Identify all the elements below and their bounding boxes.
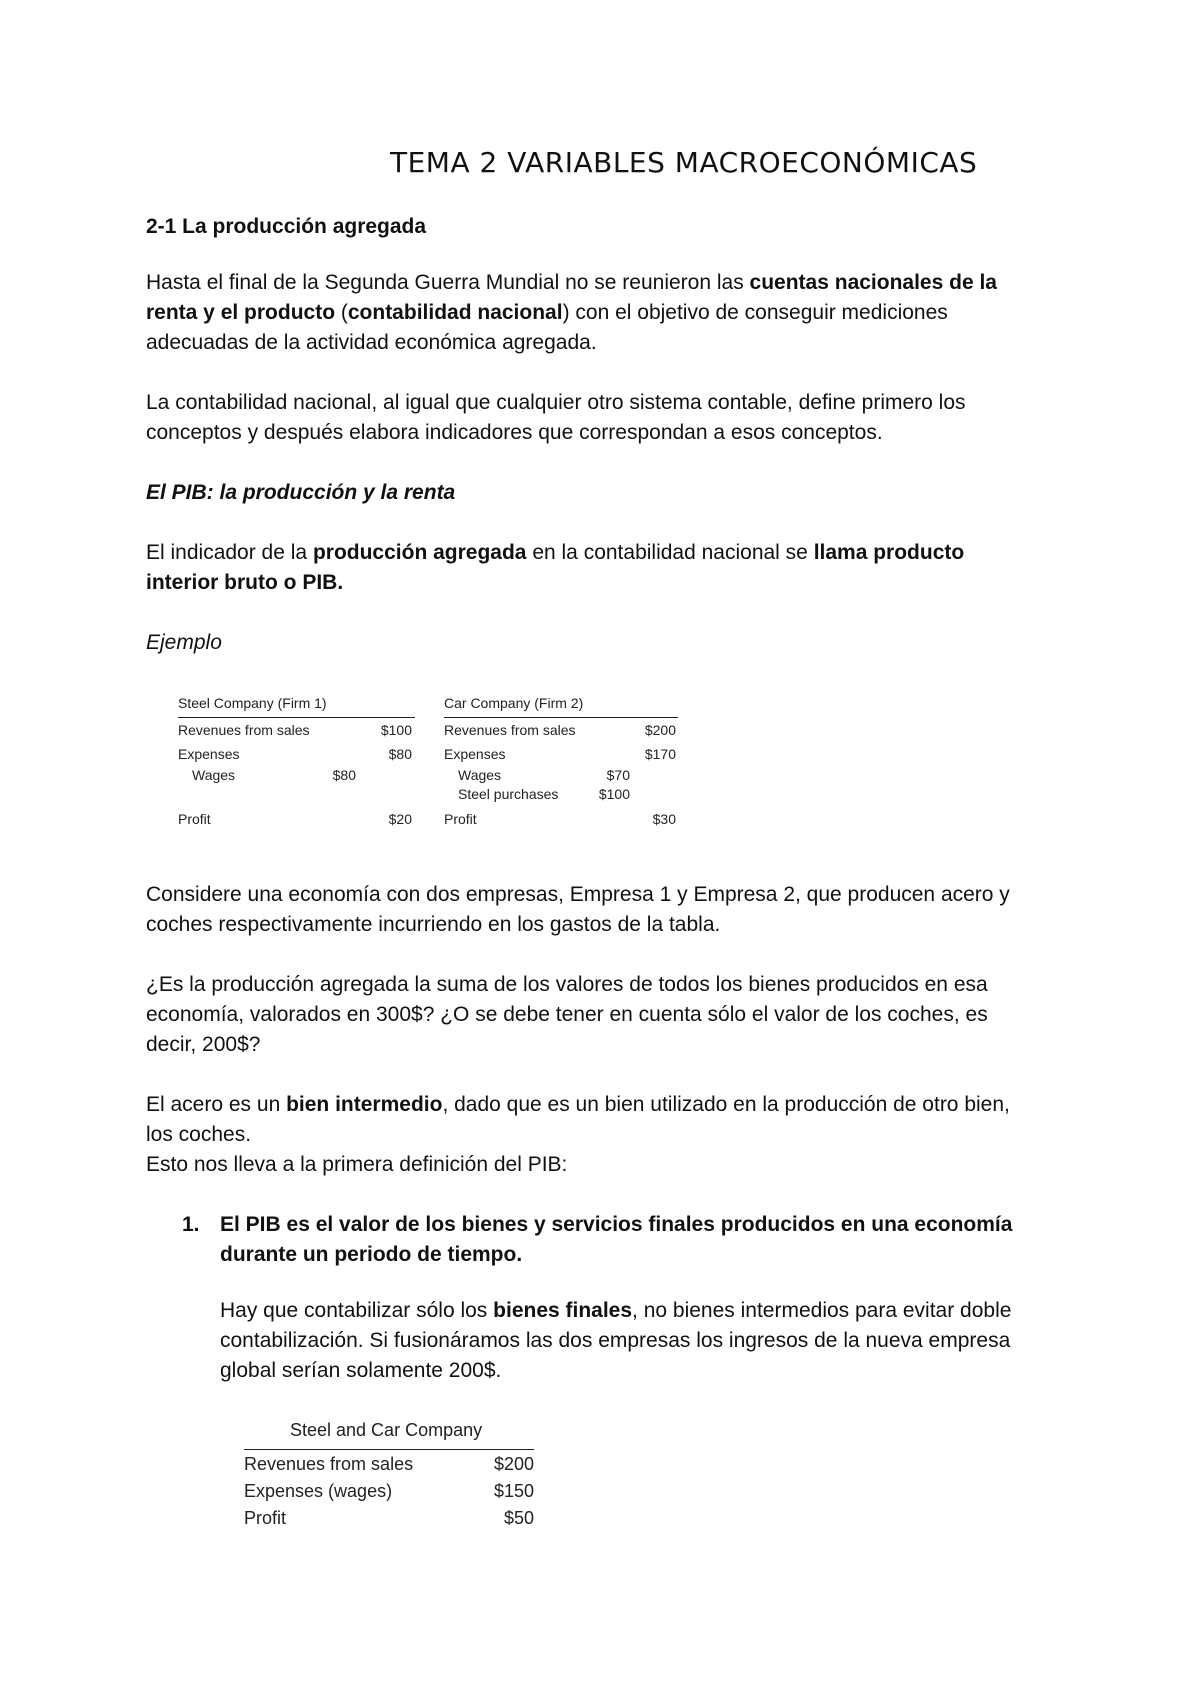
firm2-wages-value: $70 [606, 767, 630, 783]
bold-term: cuentas nacionales de la [749, 271, 997, 294]
paragraph-7-line-1 [220, 1296, 1011, 1326]
paragraph-1-line-1 [146, 268, 997, 298]
bold-term: producción agregada [312, 541, 527, 564]
definition-line-2: durante un periodo de tiempo. [220, 1243, 523, 1266]
firm1-expenses-label: Expenses [178, 746, 240, 762]
merged-revenues-value: $200 [493, 1454, 534, 1474]
text-run: El acero es un [146, 1093, 287, 1116]
list-number: 1. [182, 1213, 200, 1236]
section-heading: 2-1 La producción agregada [146, 215, 427, 238]
firm2-expenses-value: $170 [644, 746, 676, 762]
text-run: El indicador de la [146, 541, 313, 564]
firm2-expenses-label: Expenses [444, 746, 506, 762]
firm2-steel-value: $100 [598, 786, 630, 802]
firm2-revenues-value: $200 [644, 722, 676, 738]
paragraph-1-line-3: adecuadas de la actividad económica agregada. [146, 331, 597, 354]
firm1-expenses-value: $80 [388, 746, 412, 762]
firm2-steel-label: Steel purchases [458, 786, 559, 802]
paragraph-5-line-3: decir, 200$? [146, 1033, 261, 1056]
firm1-revenues-label: Revenues from sales [178, 722, 310, 738]
paragraph-6-line-1 [146, 1090, 1010, 1120]
paragraph-7-line-2: contabilización. Si fusionáramos las dos empresas los ingresos de la nueva empresa [220, 1329, 1011, 1352]
paragraph-2-line-2: conceptos y después elabora indicadores que correspondan a esos conceptos. [146, 421, 883, 444]
merged-expenses-label: Expenses (wages) [244, 1481, 393, 1501]
firm1-wages-value: $80 [332, 767, 356, 783]
subheading: El PIB: la producción y la renta [146, 481, 456, 504]
firm1-profit-label: Profit [178, 811, 211, 827]
text-run: Hay que contabilizar sólo los [220, 1299, 494, 1322]
paragraph-3-line-2: interior bruto o PIB. [146, 571, 344, 594]
merged-profit-label: Profit [244, 1508, 287, 1528]
paragraph-7-line-3: global serían solamente 200$. [220, 1359, 502, 1382]
paragraph-5-line-1: ¿Es la producción agregada la suma de los valores de todos los bienes producidos en esa [146, 973, 988, 996]
bold-term: bien intermedio [286, 1093, 443, 1116]
text-run: en la contabilidad nacional se [526, 541, 814, 564]
paragraph-4-line-1: Considere una economía con dos empresas, Empresa 1 y Empresa 2, que producen acero y [146, 883, 1010, 906]
firm2-revenues-label: Revenues from sales [444, 722, 576, 738]
firm2-header: Car Company (Firm 2) [444, 695, 584, 711]
paragraph-4-line-2: coches respectivamente incurriendo en los gastos de la tabla. [146, 913, 721, 936]
firm1-wages-label: Wages [192, 767, 236, 783]
bold-term: contabilidad nacional [347, 301, 563, 324]
merged-table-rule [244, 1449, 534, 1450]
text-run: Hasta el final de la Segunda Guerra Mundial no se reunieron las [146, 271, 750, 294]
paragraph-6-line-2: los coches. [146, 1123, 252, 1146]
merged-profit-value: $50 [503, 1508, 534, 1528]
firm2-profit-label: Profit [444, 811, 477, 827]
text-run: , no bienes intermedios para evitar doble [632, 1299, 1012, 1322]
paragraph-5-line-2: economía, valorados en 300$? ¿O se debe tener en cuenta sólo el valor de los coches, es [146, 1003, 988, 1026]
paragraph-6-line-3: Esto nos lleva a la primera definición del PIB: [146, 1153, 568, 1176]
merged-revenues-label: Revenues from sales [244, 1454, 414, 1474]
text-run: ( [335, 301, 348, 324]
paragraph-3-line-1 [146, 538, 964, 568]
example-label: Ejemplo [146, 631, 222, 654]
firm2-wages-label: Wages [458, 767, 502, 783]
firm2-profit-value: $30 [652, 811, 676, 827]
definition-line-1: El PIB es el valor de los bienes y servicios finales producidos en una economía [220, 1213, 1013, 1236]
paragraph-2-line-1: La contabilidad nacional, al igual que cualquier otro sistema contable, define primero los [146, 391, 966, 414]
bold-term: llama producto [813, 541, 965, 564]
text-run: , dado que es un bien utilizado en la producción de otro bien, [442, 1093, 1010, 1116]
merged-table-header: Steel and Car Company [290, 1420, 483, 1440]
bold-term: bienes finales [493, 1299, 633, 1322]
bold-term: renta y el producto [146, 301, 336, 324]
firm1-header: Steel Company (Firm 1) [178, 695, 327, 711]
text-run: ) con el objetivo de conseguir mediciones [562, 301, 948, 324]
firm1-revenues-value: $100 [380, 722, 412, 738]
firm2-rule [444, 717, 678, 718]
merged-expenses-value: $150 [493, 1481, 534, 1501]
paragraph-1-line-2 [146, 298, 948, 328]
document-title: TEMA 2 VARIABLES MACROECONÓMICAS [390, 146, 978, 179]
firm1-rule [178, 717, 415, 718]
firm1-profit-value: $20 [388, 811, 412, 827]
